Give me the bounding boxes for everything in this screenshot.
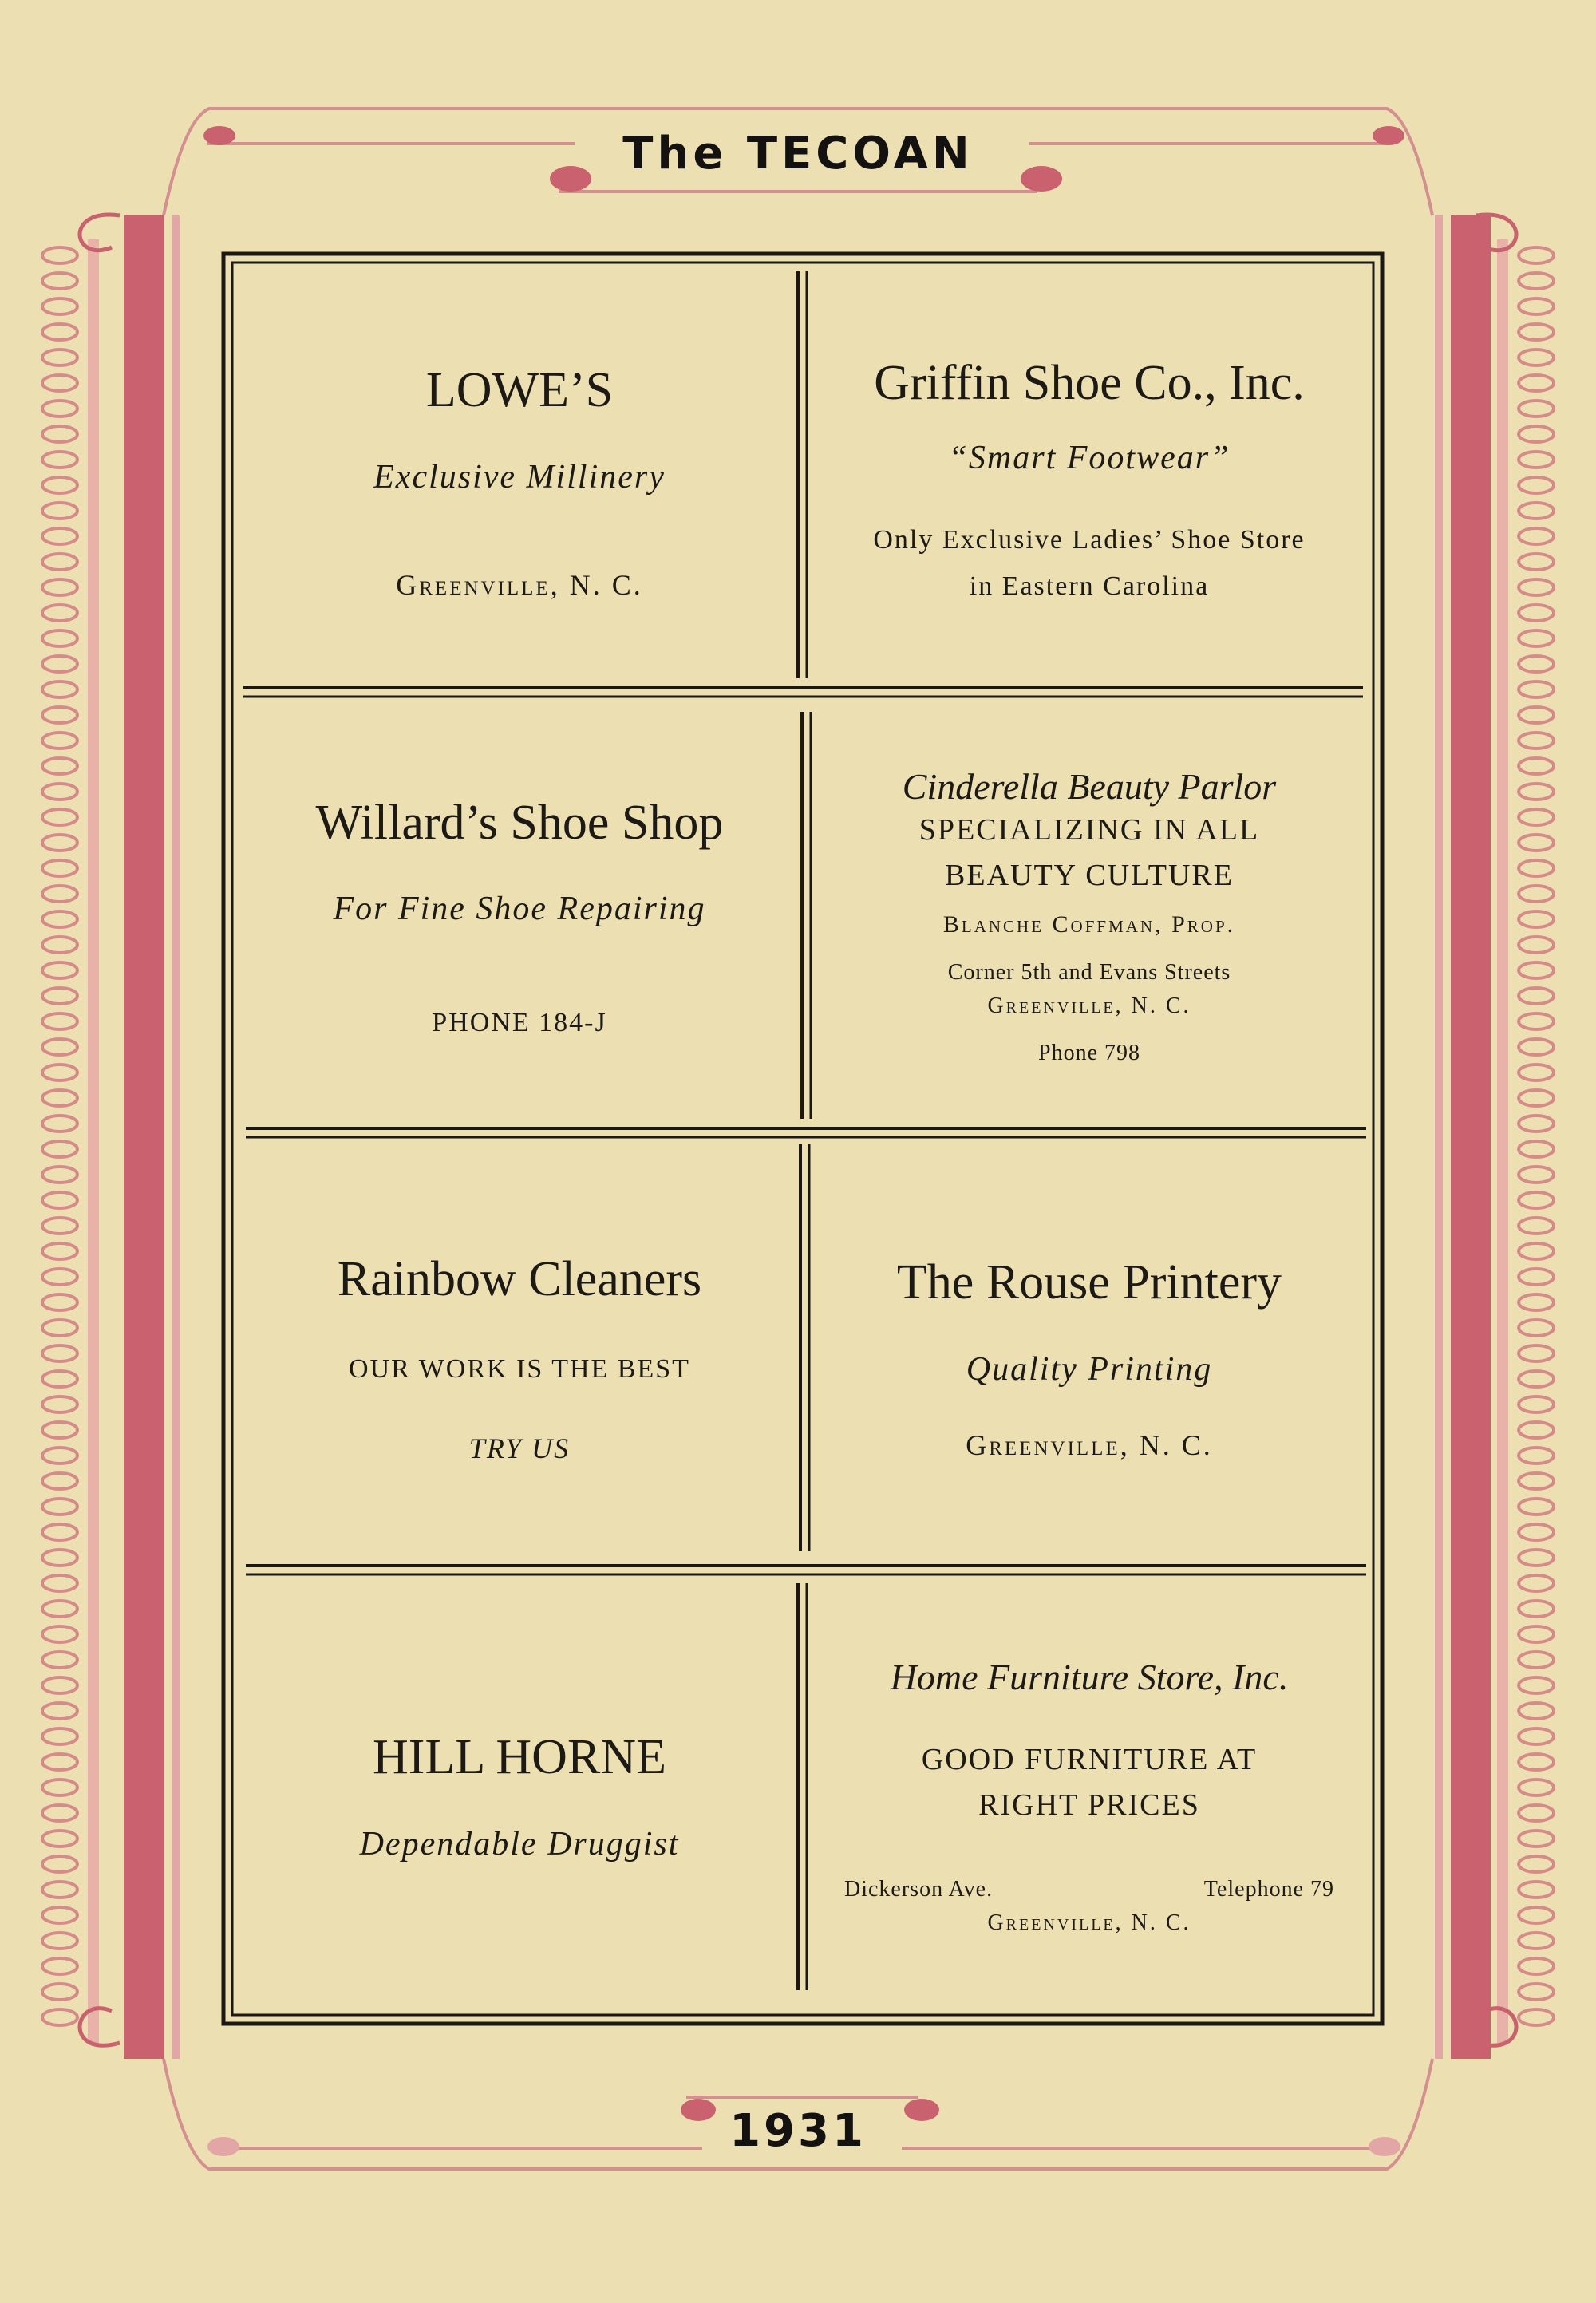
ad-name: Home Furniture Store, Inc. [890, 1656, 1289, 1697]
ad-location: Greenville, N. C. [987, 1910, 1191, 1936]
ad-hill-horne [235, 1578, 804, 2016]
ad-rouse-printery [804, 1140, 1374, 1578]
ad-name: Griffin Shoe Co., Inc. [874, 355, 1305, 410]
ad-tagline: “Smart Footwear” [948, 439, 1231, 476]
ad-line: BEAUTY CULTURE [945, 858, 1234, 892]
ad-name: Cinderella Beauty Parlor [902, 766, 1277, 808]
advertisement-grid [235, 263, 1374, 2016]
ad-tagline: For Fine Shoe Repairing [333, 890, 706, 927]
ad-contact-row [828, 1868, 1350, 1910]
ad-address: Corner 5th and Evans Streets [947, 959, 1231, 985]
ad-tagline: Quality Printing [966, 1350, 1213, 1388]
ad-line: GOOD FURNITURE AT [921, 1743, 1258, 1777]
ad-location: Greenville, N. C. [396, 568, 643, 601]
ad-home-furniture-store [804, 1578, 1374, 2016]
ad-tagline: Dependable Druggist [359, 1825, 680, 1863]
ad-griffin-shoe [804, 263, 1374, 701]
ad-line: in Eastern Carolina [969, 571, 1210, 601]
ad-tagline: TRY US [468, 1432, 571, 1465]
ad-name: Rainbow Cleaners [337, 1251, 702, 1306]
ad-name: HILL HORNE [373, 1730, 666, 1785]
ad-tagline: Exclusive Millinery [373, 458, 666, 496]
ad-proprietor: Blanche Coffman, Prop. [942, 911, 1236, 938]
ad-name: LOWE’S [425, 363, 614, 418]
ad-address: Dickerson Ave. [844, 1877, 994, 1902]
footer-year: 1931 [729, 2105, 867, 2157]
ad-lowes [235, 263, 804, 701]
ad-rainbow-cleaners [235, 1140, 804, 1578]
ad-line: SPECIALIZING IN ALL [918, 812, 1260, 847]
ad-slogan: OUR WORK IS THE BEST [349, 1353, 690, 1384]
ad-phone: Phone 798 [1038, 1040, 1140, 1065]
ad-cinderella-beauty-parlor [804, 701, 1374, 1140]
ad-line: RIGHT PRICES [978, 1788, 1200, 1823]
ad-name: Willard’s Shoe Shop [315, 795, 724, 850]
ad-phone: PHONE 184-J [432, 1007, 607, 1037]
ad-name: The Rouse Printery [896, 1255, 1282, 1310]
ad-willards-shoe-shop [235, 701, 804, 1140]
ad-location: Greenville, N. C. [987, 993, 1191, 1018]
header-title: The TECOAN [622, 128, 974, 180]
ad-location: Greenville, N. C. [966, 1428, 1213, 1461]
ad-phone: Telephone 79 [1203, 1877, 1334, 1902]
ad-line: Only Exclusive Ladies’ Shoe Store [873, 524, 1306, 555]
